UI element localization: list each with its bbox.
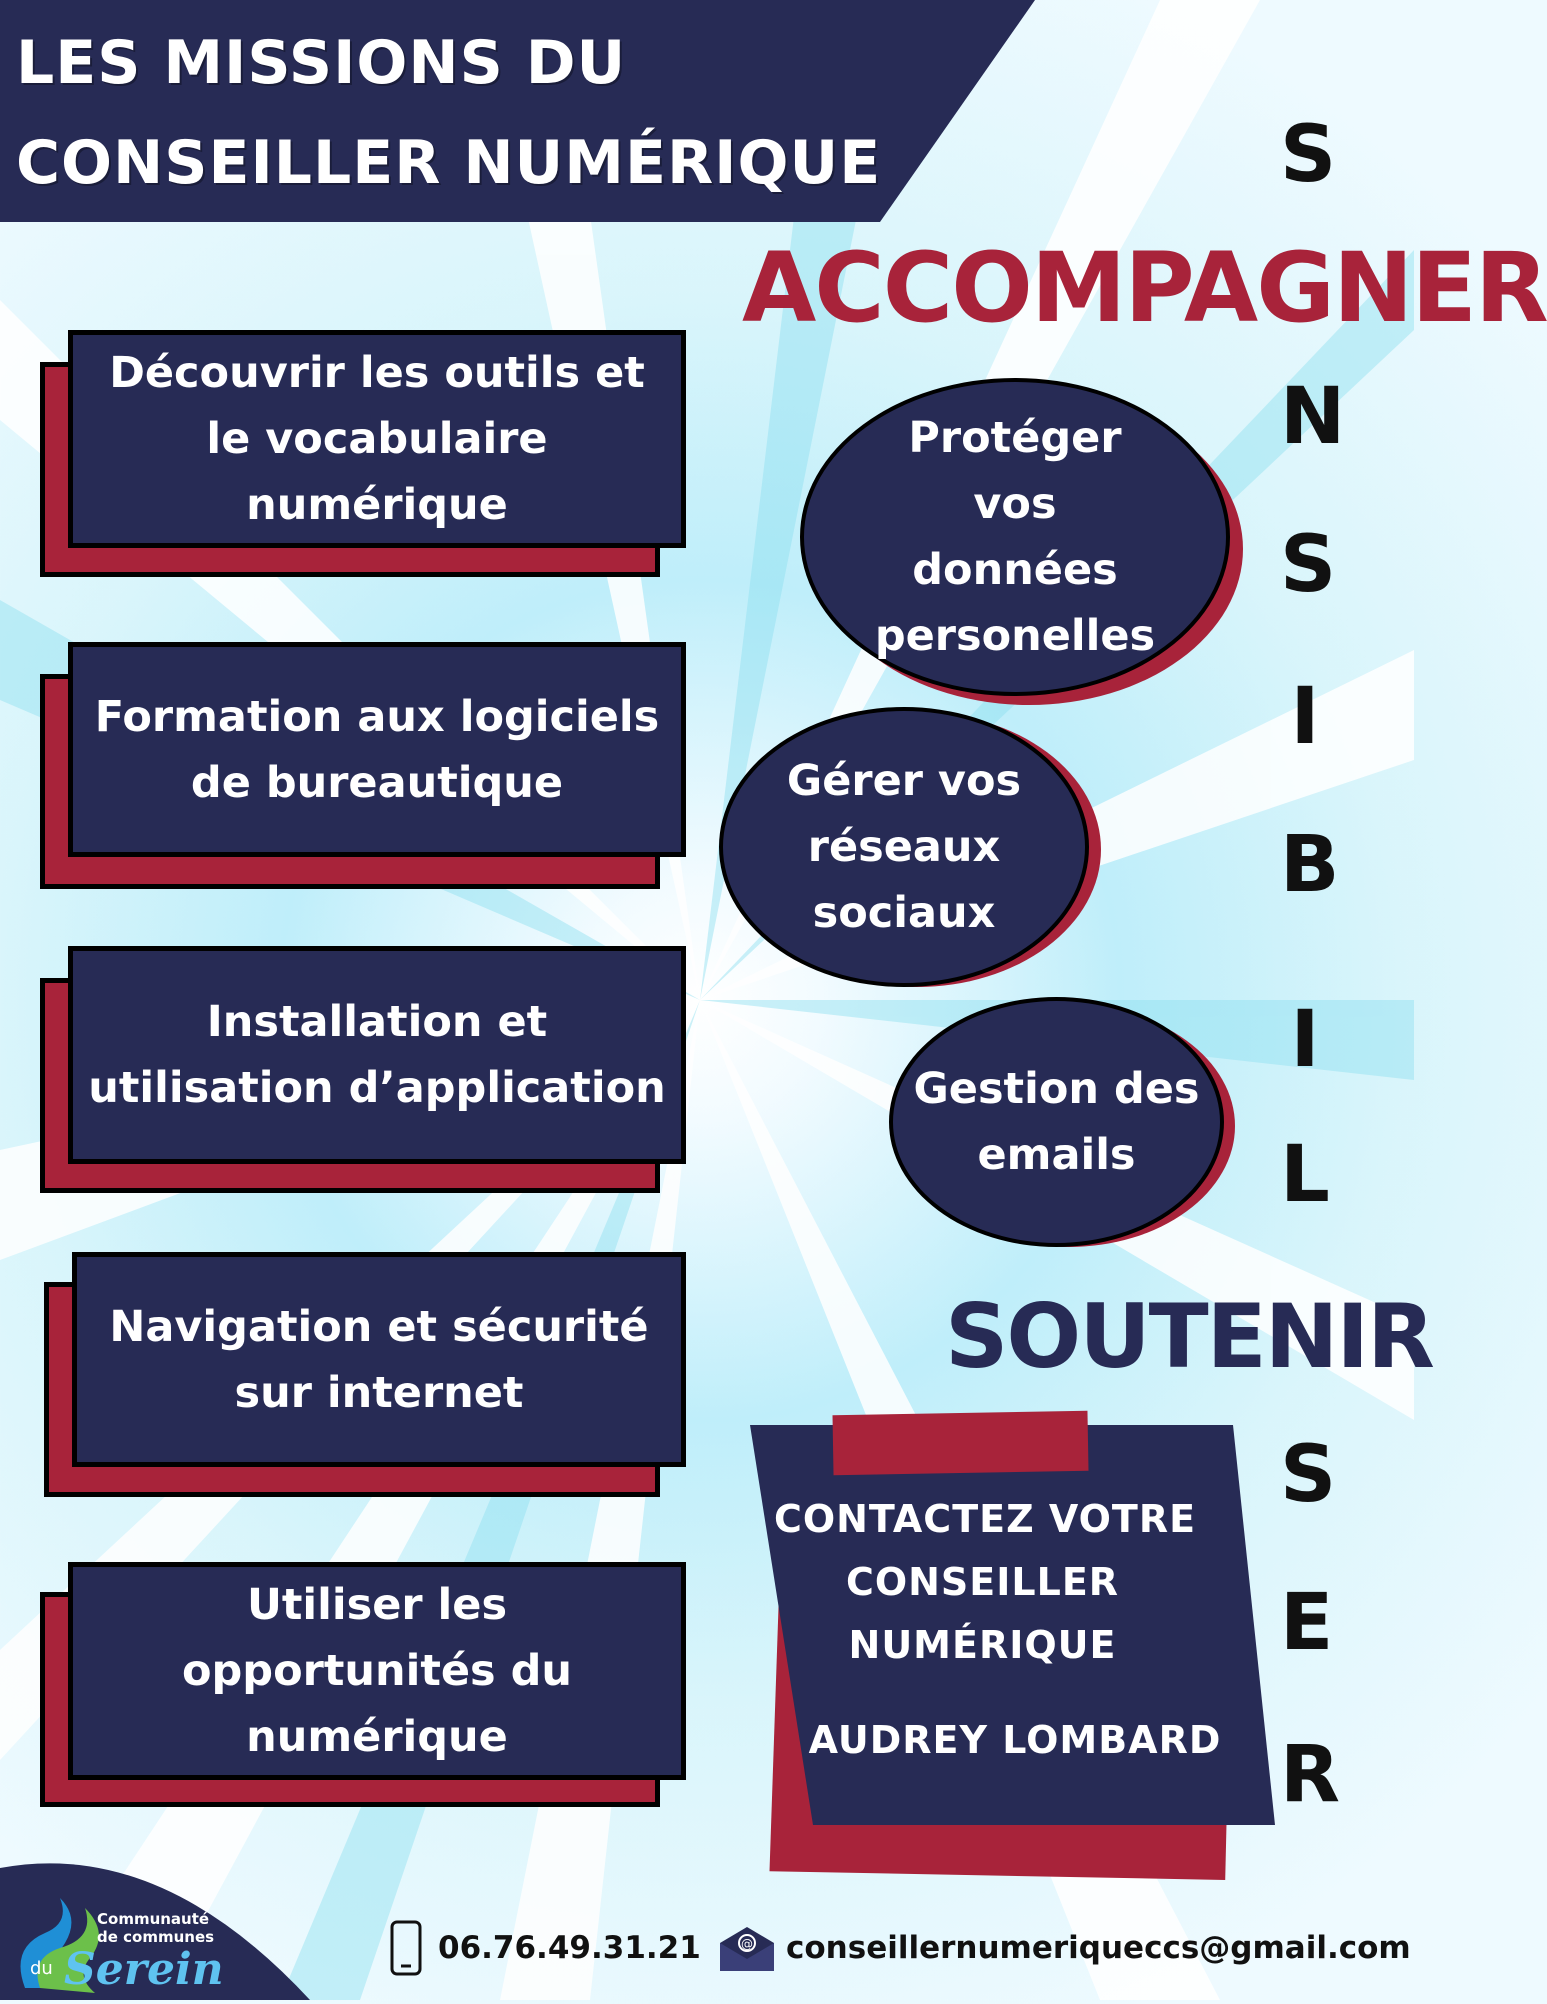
vertical-letter: N bbox=[1280, 372, 1346, 462]
keyword-soutenir: SOUTENIR bbox=[945, 1285, 1433, 1388]
logo-text-name: Serein bbox=[64, 1944, 224, 1995]
vertical-letter: L bbox=[1280, 1130, 1330, 1220]
bubble-social-networks bbox=[719, 707, 1089, 987]
page-title-line1: LES MISSIONS DU bbox=[16, 28, 627, 98]
logo-text-line2: de communes bbox=[97, 1928, 215, 1946]
keyword-accompagner: ACCOMPAGNER bbox=[742, 232, 1547, 344]
bubble-text: Gestion des emails bbox=[913, 1064, 1200, 1180]
phone-icon bbox=[390, 1920, 422, 1976]
mission-box-5: Utiliser les opportunités du numérique bbox=[68, 1562, 686, 1780]
contact-line2: CONSEILLER bbox=[845, 1560, 1120, 1604]
mission-box-3: Installation et utilisation d’application bbox=[68, 946, 686, 1164]
phone-number[interactable]: 06.76.49.31.21 bbox=[438, 1930, 701, 1966]
tape-strip bbox=[832, 1411, 1088, 1475]
mission-box-4: Navigation et sécurité sur internet bbox=[72, 1252, 686, 1467]
mission-box-2: Formation aux logiciels de bureautique bbox=[68, 642, 686, 857]
page-title-line2: CONSEILLER NUMÉRIQUE bbox=[16, 128, 882, 198]
svg-text:@: @ bbox=[741, 1937, 753, 1951]
bubble-text: Gérer vos réseaux sociaux bbox=[786, 756, 1022, 938]
vertical-letter: B bbox=[1280, 820, 1340, 910]
vertical-letter: I bbox=[1290, 995, 1320, 1085]
bubble-protect-data bbox=[800, 378, 1230, 696]
bubble-text: Protéger vos données personelles bbox=[874, 413, 1156, 661]
vertical-letter: S bbox=[1280, 520, 1337, 610]
contact-line1: CONTACTEZ VOTRE bbox=[773, 1497, 1197, 1541]
vertical-letter: E bbox=[1280, 1578, 1334, 1668]
contact-name: AUDREY LOMBARD bbox=[808, 1718, 1222, 1762]
vertical-letter: I bbox=[1290, 672, 1320, 762]
logo-communaute-serein bbox=[0, 1838, 320, 2000]
logo-text-du: du bbox=[30, 1958, 53, 1979]
bubble-emails bbox=[889, 997, 1224, 1247]
contact-line3: NUMÉRIQUE bbox=[848, 1623, 1117, 1667]
vertical-letter: R bbox=[1280, 1730, 1341, 1820]
logo-text-line1: Communauté bbox=[97, 1910, 210, 1928]
vertical-letter: S bbox=[1280, 1430, 1337, 1520]
email-address[interactable]: conseillernumeriqueccs@gmail.com bbox=[786, 1930, 1411, 1966]
mail-icon bbox=[716, 1925, 778, 1973]
vertical-letter: S bbox=[1280, 110, 1337, 200]
mission-box-1: Découvrir les outils et le vocabulaire numérique bbox=[68, 330, 686, 548]
